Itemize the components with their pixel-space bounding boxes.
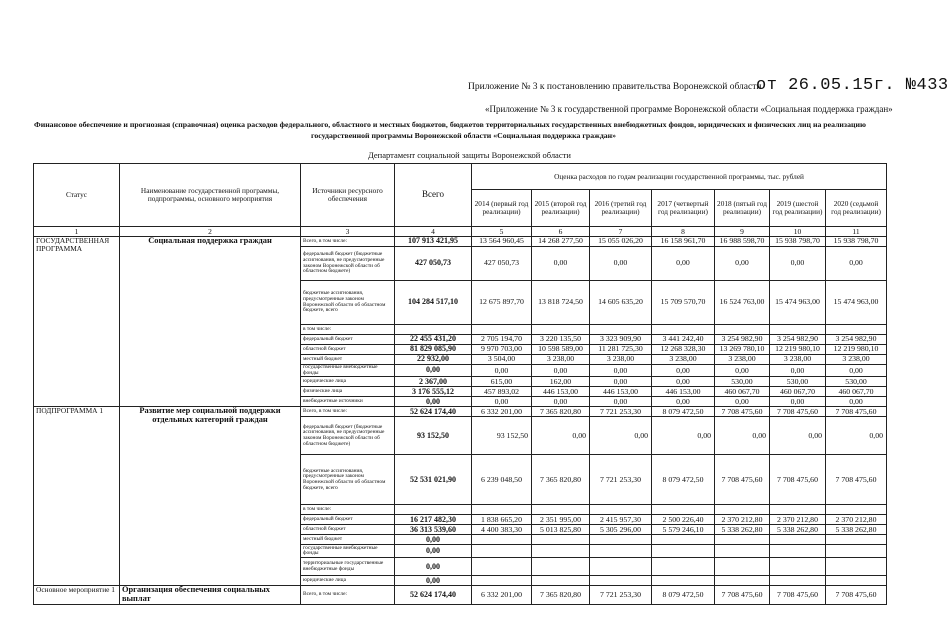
year-value-cell: 446 153,00: [532, 387, 590, 397]
program-status: ГОСУДАРСТВЕННАЯ ПРОГРАММА: [34, 237, 120, 407]
year-value-cell: 15 938 798,70: [826, 237, 887, 247]
year-value-cell: 0,00: [826, 365, 887, 377]
year-value-cell: [472, 535, 532, 545]
year-value-cell: 0,00: [715, 247, 770, 281]
year-value-cell: 0,00: [590, 365, 652, 377]
year-value-cell: 5 338 262,80: [715, 525, 770, 535]
year-value-cell: 0,00: [652, 247, 715, 281]
year-value-cell: 3 220 135,50: [532, 335, 590, 345]
year-value-cell: 15 474 963,00: [770, 281, 826, 325]
year-value-cell: [652, 558, 715, 576]
year-value-cell: 4 400 383,30: [472, 525, 532, 535]
year-value-cell: 11 281 725,30: [590, 345, 652, 355]
year-value-cell: 3 238,00: [826, 355, 887, 365]
funding-source: Всего, в том числе:: [301, 586, 395, 605]
year-value-cell: 15 055 026,20: [590, 237, 652, 247]
funding-source: местный бюджет: [301, 535, 395, 545]
year-value-cell: 0,00: [652, 417, 715, 455]
year-value-cell: 16 158 961,70: [652, 237, 715, 247]
funding-source: Всего, в том числе:: [301, 407, 395, 417]
year-value-cell: 0,00: [770, 397, 826, 407]
year-value-cell: 14 605 635,20: [590, 281, 652, 325]
measure-name: Организация обеспечения социальных выплат: [120, 586, 301, 605]
year-value-cell: 14 268 277,50: [532, 237, 590, 247]
year-value-cell: 15 709 570,70: [652, 281, 715, 325]
column-number: 1: [34, 227, 120, 237]
year-value-cell: 0,00: [532, 247, 590, 281]
year-value-cell: 9 970 703,00: [472, 345, 532, 355]
decree-stamp: от 26.05.15г. №433: [756, 76, 949, 95]
year-value-cell: 460 067,70: [826, 387, 887, 397]
year-value-cell: 457 893,02: [472, 387, 532, 397]
year-value-cell: 0,00: [472, 365, 532, 377]
year-value-cell: 7 708 475,60: [715, 586, 770, 605]
funding-source: областной бюджет: [301, 345, 395, 355]
document-title-line2: государственной программы Воронежской области «Социальная поддержка граждан»: [311, 131, 617, 140]
total-cell: 52 624 174,40: [395, 586, 472, 605]
year-value-cell: 7 721 253,30: [590, 407, 652, 417]
header-year-3: 2016 (третий год реализации): [590, 190, 652, 227]
year-value-cell: [590, 535, 652, 545]
year-value-cell: 16 988 598,70: [715, 237, 770, 247]
year-value-cell: 530,00: [770, 377, 826, 387]
total-cell: 22 455 431,20: [395, 335, 472, 345]
year-value-cell: 3 238,00: [770, 355, 826, 365]
year-value-cell: [590, 545, 652, 558]
year-value-cell: 8 079 472,50: [652, 586, 715, 605]
year-value-cell: 0,00: [652, 397, 715, 407]
funding-source: бюджетные ассигнования, предусмотренные законом Воронежской области об областном бюджете, всего: [301, 455, 395, 505]
year-value-cell: 3 238,00: [652, 355, 715, 365]
funding-source: бюджетные ассигнования, предусмотренные законом Воронежской области об областном бюджете, всего: [301, 281, 395, 325]
year-value-cell: 5 338 262,80: [826, 525, 887, 535]
measure-status: Основное мероприятие 1: [34, 586, 120, 605]
year-value-cell: 0,00: [652, 365, 715, 377]
year-value-cell: 0,00: [590, 247, 652, 281]
column-number: 10: [770, 227, 826, 237]
year-value-cell: 7 708 475,60: [715, 455, 770, 505]
total-cell: [395, 325, 472, 335]
header-year-5: 2018 (пятый год реализации): [715, 190, 770, 227]
year-value-cell: 0,00: [770, 417, 826, 455]
column-number: 11: [826, 227, 887, 237]
year-value-cell: 1 838 665,20: [472, 515, 532, 525]
financing-table: [33, 163, 887, 605]
year-value-cell: 446 153,00: [590, 387, 652, 397]
total-cell: 0,00: [395, 397, 472, 407]
total-cell: 81 829 085,90: [395, 345, 472, 355]
header-year-7: 2020 (седьмой год реализации): [826, 190, 887, 227]
funding-source: областной бюджет: [301, 525, 395, 535]
year-value-cell: 5 013 825,80: [532, 525, 590, 535]
column-number: 8: [652, 227, 715, 237]
funding-source: государственные внебюджетные фонды: [301, 365, 395, 377]
year-value-cell: 2 500 226,40: [652, 515, 715, 525]
funding-source: физические лица: [301, 387, 395, 397]
year-value-cell: 2 370 212,80: [715, 515, 770, 525]
column-number: 2: [120, 227, 301, 237]
year-value-cell: [532, 558, 590, 576]
program-name: Социальная поддержка граждан: [120, 237, 301, 407]
year-value-cell: 3 254 982,90: [715, 335, 770, 345]
year-value-cell: [826, 535, 887, 545]
year-value-cell: 6 332 201,00: [472, 407, 532, 417]
year-value-cell: 10 598 589,00: [532, 345, 590, 355]
subprogram-status: ПОДПРОГРАММА 1: [34, 407, 120, 586]
column-number: 4: [395, 227, 472, 237]
funding-source: в том числе:: [301, 505, 395, 515]
year-value-cell: 13 269 780,10: [715, 345, 770, 355]
year-value-cell: [472, 558, 532, 576]
year-value-cell: [826, 545, 887, 558]
year-value-cell: 530,00: [715, 377, 770, 387]
year-value-cell: 5 305 296,00: [590, 525, 652, 535]
column-number: 3: [301, 227, 395, 237]
year-value-cell: [472, 576, 532, 586]
column-number: 6: [532, 227, 590, 237]
year-value-cell: [652, 325, 715, 335]
year-value-cell: 12 675 897,70: [472, 281, 532, 325]
funding-source: в том числе:: [301, 325, 395, 335]
year-value-cell: 2 370 212,80: [770, 515, 826, 525]
total-cell: 0,00: [395, 365, 472, 377]
year-value-cell: [652, 535, 715, 545]
year-value-cell: 7 708 475,60: [826, 586, 887, 605]
appendix-line: Приложение № 3 к постановлению правительства Воронежской области: [468, 82, 762, 92]
year-value-cell: [770, 545, 826, 558]
funding-source: местный бюджет: [301, 355, 395, 365]
year-value-cell: [715, 325, 770, 335]
year-value-cell: [590, 325, 652, 335]
year-value-cell: 530,00: [826, 377, 887, 387]
year-value-cell: 0,00: [472, 397, 532, 407]
year-value-cell: 3 254 982,90: [770, 335, 826, 345]
year-value-cell: 8 079 472,50: [652, 407, 715, 417]
header-year-4: 2017 (четвертый год реализации): [652, 190, 715, 227]
year-value-cell: 6 239 048,50: [472, 455, 532, 505]
year-value-cell: 0,00: [532, 365, 590, 377]
year-value-cell: 12 219 980,10: [826, 345, 887, 355]
year-value-cell: [532, 576, 590, 586]
column-number: 7: [590, 227, 652, 237]
year-value-cell: 0,00: [826, 397, 887, 407]
total-cell: 93 152,50: [395, 417, 472, 455]
total-cell: 16 217 482,30: [395, 515, 472, 525]
year-value-cell: 0,00: [715, 365, 770, 377]
year-value-cell: [826, 325, 887, 335]
year-value-cell: 7 708 475,60: [826, 407, 887, 417]
year-value-cell: [715, 535, 770, 545]
year-value-cell: 93 152,50: [472, 417, 532, 455]
total-cell: 0,00: [395, 545, 472, 558]
year-value-cell: 7 708 475,60: [826, 455, 887, 505]
year-value-cell: 6 332 201,00: [472, 586, 532, 605]
total-cell: [395, 505, 472, 515]
year-value-cell: 0,00: [590, 377, 652, 387]
year-value-cell: 3 323 909,90: [590, 335, 652, 345]
year-value-cell: 16 524 763,00: [715, 281, 770, 325]
year-value-cell: 427 050,73: [472, 247, 532, 281]
total-cell: 2 367,00: [395, 377, 472, 387]
year-value-cell: 3 238,00: [715, 355, 770, 365]
year-value-cell: 13 564 960,45: [472, 237, 532, 247]
year-value-cell: [770, 558, 826, 576]
year-value-cell: 0,00: [770, 365, 826, 377]
total-cell: 0,00: [395, 558, 472, 576]
table-row: [34, 237, 887, 247]
year-value-cell: 2 705 194,70: [472, 335, 532, 345]
year-value-cell: 0,00: [590, 397, 652, 407]
year-value-cell: [715, 558, 770, 576]
year-value-cell: 0,00: [652, 377, 715, 387]
year-value-cell: 7 721 253,30: [590, 586, 652, 605]
year-value-cell: [826, 576, 887, 586]
total-cell: 36 313 539,60: [395, 525, 472, 535]
year-value-cell: [532, 545, 590, 558]
year-value-cell: [770, 325, 826, 335]
year-value-cell: [590, 558, 652, 576]
column-number: 9: [715, 227, 770, 237]
year-value-cell: 5 338 262,80: [770, 525, 826, 535]
year-value-cell: 0,00: [715, 397, 770, 407]
department-line: Департамент социальной защиты Воронежской области: [368, 150, 571, 160]
funding-source: территориальные государственные внебюджетные фонды: [301, 558, 395, 576]
header-status: Статус: [34, 164, 120, 227]
total-cell: 22 932,00: [395, 355, 472, 365]
year-value-cell: 2 415 957,30: [590, 515, 652, 525]
year-value-cell: [472, 325, 532, 335]
year-value-cell: 0,00: [826, 417, 887, 455]
total-cell: 104 284 517,10: [395, 281, 472, 325]
year-value-cell: 3 238,00: [532, 355, 590, 365]
header-year-6: 2019 (шестой год реализации): [770, 190, 826, 227]
table-row: [34, 586, 887, 605]
total-cell: 3 176 555,12: [395, 387, 472, 397]
total-cell: 52 531 021,90: [395, 455, 472, 505]
year-value-cell: [590, 505, 652, 515]
year-value-cell: [715, 576, 770, 586]
funding-source: юридические лица: [301, 576, 395, 586]
year-value-cell: 460 067,70: [770, 387, 826, 397]
year-value-cell: 162,00: [532, 377, 590, 387]
header-estimate: Оценка расходов по годам реализации государственной программы, тыс. рублей: [472, 164, 887, 190]
year-value-cell: [826, 558, 887, 576]
year-value-cell: 15 474 963,00: [826, 281, 887, 325]
funding-source: внебюджетные источники: [301, 397, 395, 407]
funding-source: государственные внебюджетные фонды: [301, 545, 395, 558]
header-year-1: 2014 (первый год реализации): [472, 190, 532, 227]
year-value-cell: 12 268 328,30: [652, 345, 715, 355]
funding-source: юридические лица: [301, 377, 395, 387]
year-value-cell: 7 708 475,60: [770, 586, 826, 605]
year-value-cell: [532, 505, 590, 515]
column-number: 5: [472, 227, 532, 237]
year-value-cell: [532, 325, 590, 335]
year-value-cell: 2 351 995,00: [532, 515, 590, 525]
total-cell: 107 913 421,95: [395, 237, 472, 247]
year-value-cell: 0,00: [590, 417, 652, 455]
year-value-cell: 3 238,00: [590, 355, 652, 365]
year-value-cell: 7 708 475,60: [770, 407, 826, 417]
year-value-cell: [715, 545, 770, 558]
year-value-cell: [472, 545, 532, 558]
year-value-cell: 0,00: [532, 397, 590, 407]
funding-source: федеральный бюджет (бюджетные ассигнования, не предусмотренные законом Воронежской области об областном бюджете): [301, 417, 395, 455]
year-value-cell: 7 365 820,80: [532, 407, 590, 417]
year-value-cell: [770, 576, 826, 586]
total-cell: 52 624 174,40: [395, 407, 472, 417]
funding-source: Всего, в том числе:: [301, 237, 395, 247]
year-value-cell: [652, 576, 715, 586]
funding-source: федеральный бюджет: [301, 335, 395, 345]
document-title-line1: Финансовое обеспечение и прогнозная (справочная) оценка расходов федерального, областного и местных бюджетов, бюджетов территориальных государственных внебюджетных фондов, юридических и физических лиц на реализацию: [34, 120, 866, 129]
header-total: Всего: [395, 164, 472, 227]
total-cell: 427 050,73: [395, 247, 472, 281]
year-value-cell: 3 441 242,40: [652, 335, 715, 345]
year-value-cell: [532, 535, 590, 545]
total-cell: 0,00: [395, 576, 472, 586]
year-value-cell: [590, 576, 652, 586]
year-value-cell: [652, 505, 715, 515]
year-value-cell: 0,00: [532, 417, 590, 455]
year-value-cell: 3 254 982,90: [826, 335, 887, 345]
year-value-cell: 0,00: [770, 247, 826, 281]
year-value-cell: 7 365 820,80: [532, 586, 590, 605]
year-value-cell: [472, 505, 532, 515]
funding-source: федеральный бюджет (бюджетные ассигнования, не предусмотренные законом Воронежской области об областном бюджете): [301, 247, 395, 281]
year-value-cell: 7 721 253,30: [590, 455, 652, 505]
year-value-cell: [652, 545, 715, 558]
year-value-cell: 0,00: [826, 247, 887, 281]
program-appendix-line: «Приложение № 3 к государственной программе Воронежской области «Социальная поддержка граждан»: [485, 104, 893, 114]
year-value-cell: [770, 505, 826, 515]
year-value-cell: [770, 535, 826, 545]
year-value-cell: 615,00: [472, 377, 532, 387]
table-row: [34, 407, 887, 417]
funding-source: федеральный бюджет: [301, 515, 395, 525]
header-source: Источники ресурсного обеспечения: [301, 164, 395, 227]
year-value-cell: 13 818 724,50: [532, 281, 590, 325]
total-cell: 0,00: [395, 535, 472, 545]
year-value-cell: [715, 505, 770, 515]
year-value-cell: 446 153,00: [652, 387, 715, 397]
year-value-cell: 460 067,70: [715, 387, 770, 397]
year-value-cell: 7 365 820,80: [532, 455, 590, 505]
subprogram-name: Развитие мер социальной поддержки отдельных категорий граждан: [120, 407, 301, 586]
year-value-cell: 5 579 246,10: [652, 525, 715, 535]
year-value-cell: [826, 505, 887, 515]
year-value-cell: 7 708 475,60: [715, 407, 770, 417]
year-value-cell: 0,00: [715, 417, 770, 455]
year-value-cell: 2 370 212,80: [826, 515, 887, 525]
year-value-cell: 15 938 798,70: [770, 237, 826, 247]
year-value-cell: 12 219 980,10: [770, 345, 826, 355]
year-value-cell: 7 708 475,60: [770, 455, 826, 505]
year-value-cell: 3 504,00: [472, 355, 532, 365]
header-name: Наименование государственной программы, подпрограммы, основного мероприятия: [120, 164, 301, 227]
header-year-2: 2015 (второй год реализации): [532, 190, 590, 227]
year-value-cell: 8 079 472,50: [652, 455, 715, 505]
